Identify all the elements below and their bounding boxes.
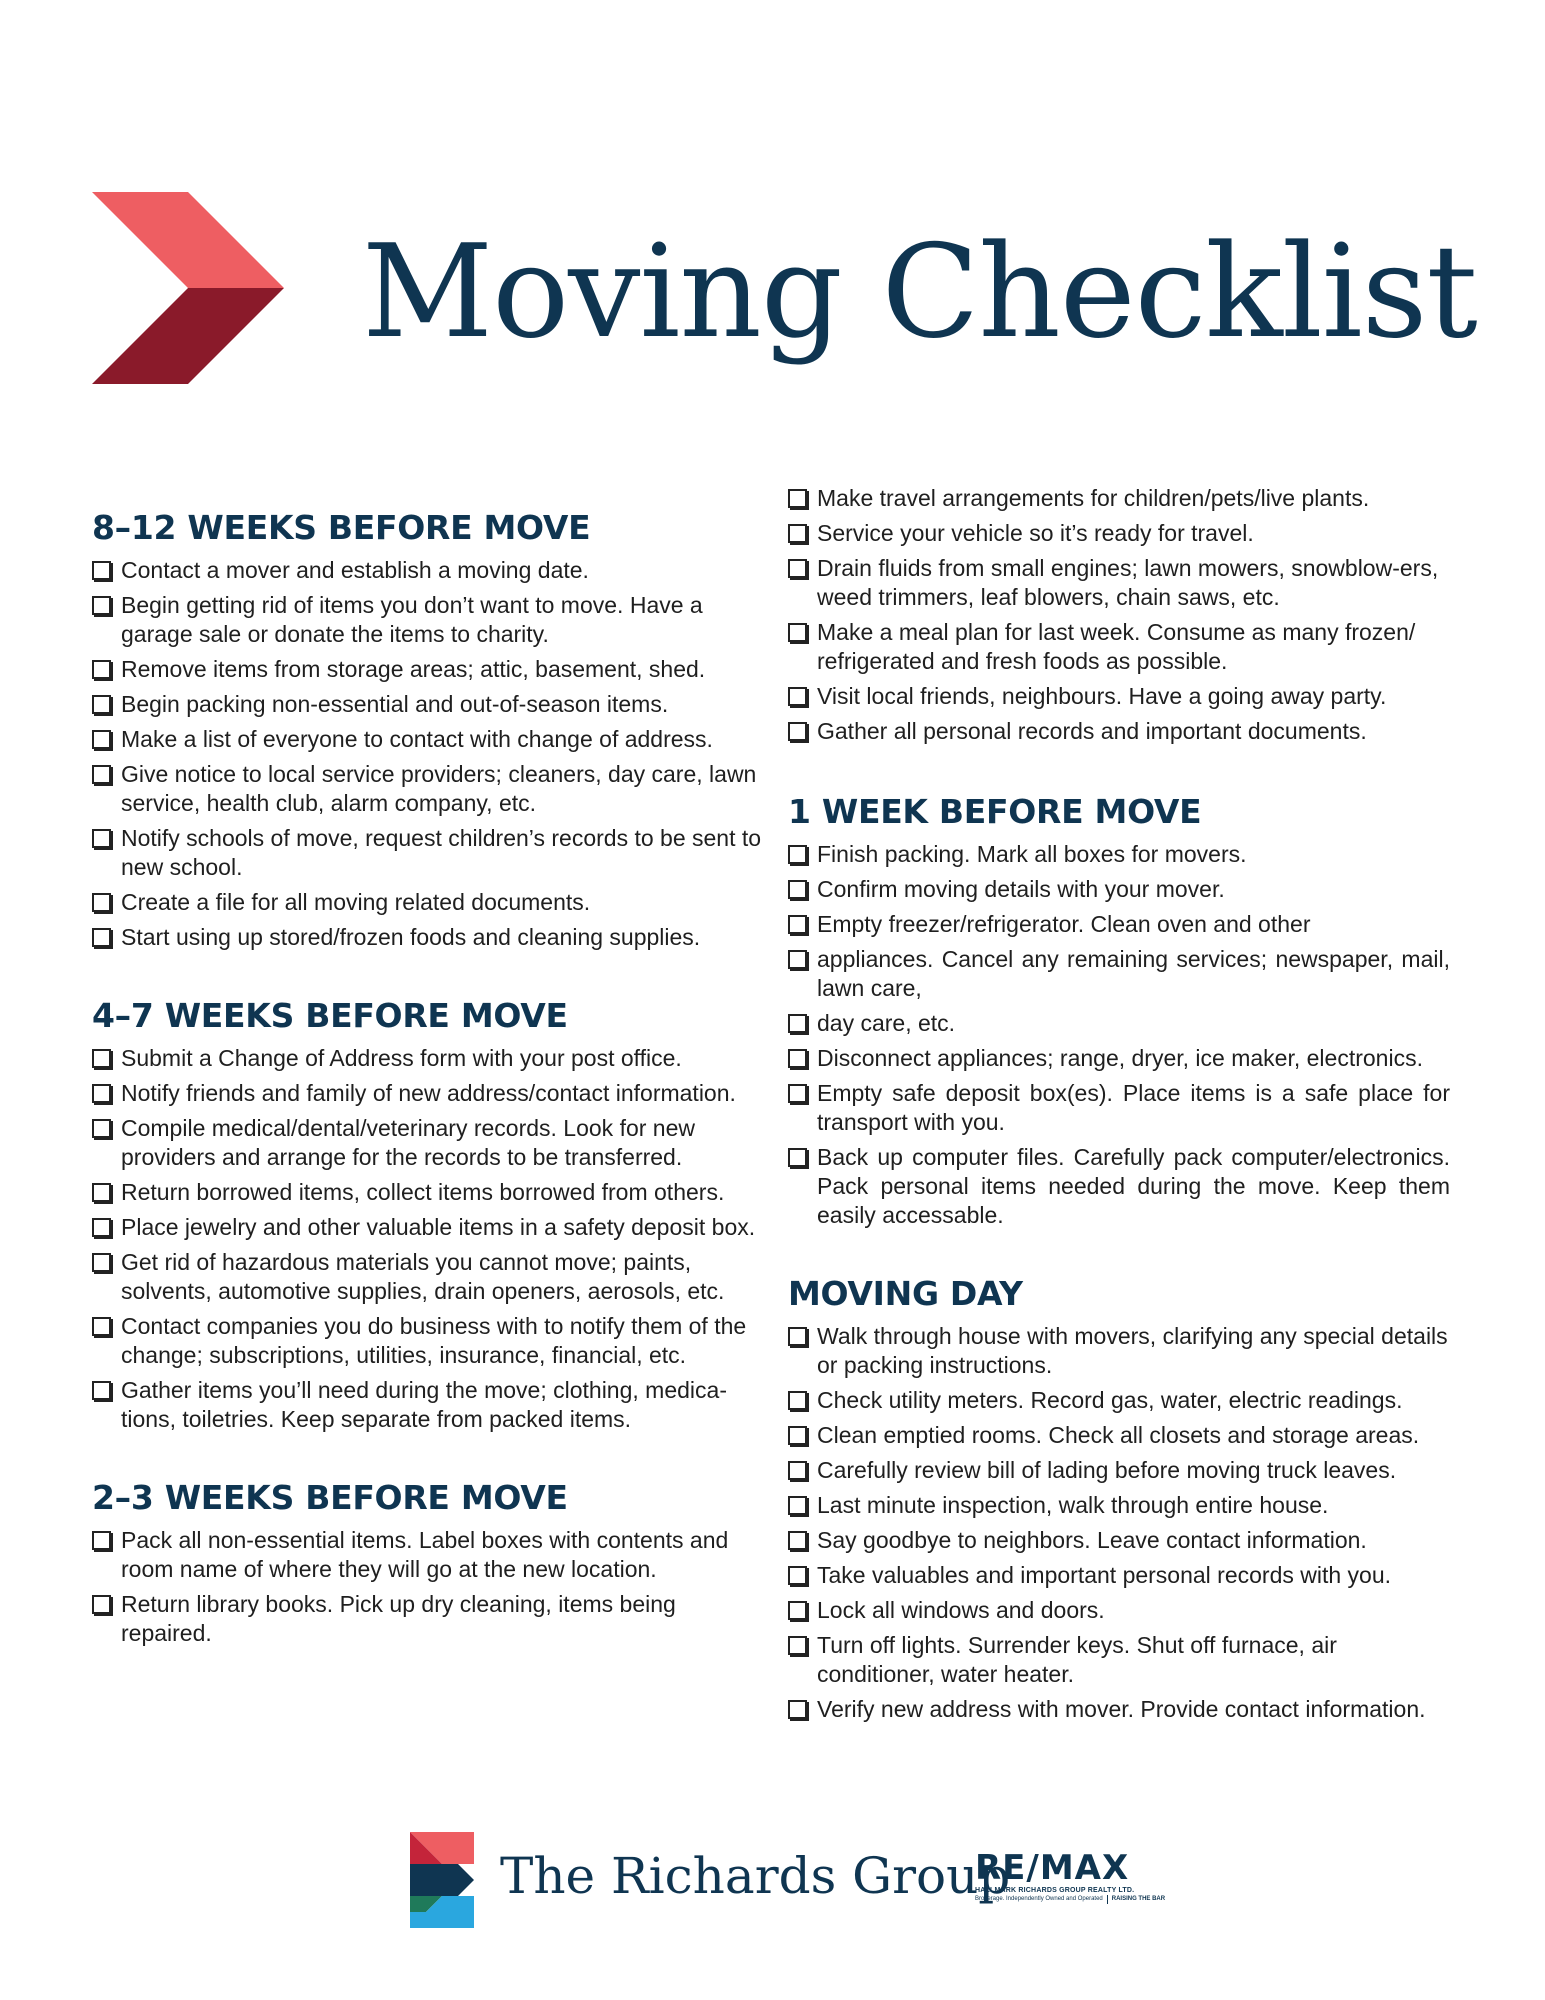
checklist-item[interactable] <box>788 875 1450 904</box>
checklist-item[interactable] <box>788 1561 1450 1590</box>
page-title: Moving Checklist <box>362 218 1477 367</box>
checklist-item[interactable] <box>92 923 762 952</box>
right-column <box>788 485 1450 1768</box>
left-column <box>92 508 762 1692</box>
item-text: Place jewelry and other valuable items in a safety deposit box. <box>121 1214 756 1240</box>
item-text: Turn off lights. Surrender keys. Shut off furnace, air conditioner, water heater. <box>817 1632 1337 1687</box>
richards-group-logo-icon <box>410 1832 474 1928</box>
item-text: Last minute inspection, walk through entire house. <box>817 1492 1329 1518</box>
section-moving-day <box>788 1274 1450 1724</box>
checkbox[interactable] <box>788 524 807 543</box>
checklist-item[interactable] <box>92 824 762 882</box>
checklist-item[interactable] <box>788 945 1450 1003</box>
remax-tagline: RAISING THE BAR <box>1107 1895 1165 1904</box>
item-text: appliances. Cancel any remaining services; newspaper, mail, lawn care, <box>817 946 1450 1001</box>
checkbox[interactable] <box>92 1317 111 1336</box>
checkbox[interactable] <box>92 1381 111 1400</box>
item-text: Clean emptied rooms. Check all closets and storage areas. <box>817 1422 1420 1448</box>
checkbox[interactable] <box>788 1461 807 1480</box>
checklist-item[interactable] <box>788 1526 1450 1555</box>
checkbox[interactable] <box>92 1183 111 1202</box>
item-text: Get rid of hazardous materials you cannot move; paints, solvents, automotive supplies, drain openers, aerosols, etc. <box>121 1249 725 1304</box>
section-4-7-weeks <box>92 996 762 1434</box>
item-text: Notify friends and family of new address/contact information. <box>121 1080 736 1106</box>
item-text: Disconnect appliances; range, dryer, ice maker, electronics. <box>817 1045 1423 1071</box>
section-2-3-weeks <box>92 1478 762 1648</box>
item-text: Begin packing non-essential and out-of-season items. <box>121 691 669 717</box>
checklist-item[interactable] <box>788 618 1450 676</box>
checkbox[interactable] <box>788 1531 807 1550</box>
checklist-item[interactable] <box>788 682 1450 711</box>
checkbox[interactable] <box>788 845 807 864</box>
checkbox[interactable] <box>92 1253 111 1272</box>
checkbox[interactable] <box>788 1148 807 1167</box>
item-text: Make travel arrangements for children/pets/live plants. <box>817 485 1370 511</box>
checklist-item[interactable] <box>788 1009 1450 1038</box>
checkbox[interactable] <box>92 1084 111 1103</box>
remax-tagline-row <box>975 1895 1166 1904</box>
chevron-logo-icon <box>92 192 284 384</box>
checklist-item[interactable] <box>92 1044 762 1073</box>
checklist-item[interactable] <box>92 1312 762 1370</box>
item-text: Submit a Change of Address form with your post office. <box>121 1045 682 1071</box>
checkbox[interactable] <box>92 660 111 679</box>
checklist-item[interactable] <box>92 1114 762 1172</box>
item-text: Return library books. Pick up dry cleaning, items being repaired. <box>121 1591 676 1646</box>
checkbox[interactable] <box>788 950 807 969</box>
item-text: Confirm moving details with your mover. <box>817 876 1225 902</box>
item-text: Create a file for all moving related documents. <box>121 889 591 915</box>
item-text: Finish packing. Mark all boxes for movers. <box>817 841 1247 867</box>
checklist-item[interactable] <box>92 1079 762 1108</box>
checkbox[interactable] <box>92 1218 111 1237</box>
checkbox[interactable] <box>788 722 807 741</box>
checkbox[interactable] <box>788 1566 807 1585</box>
checkbox[interactable] <box>788 915 807 934</box>
checklist-item[interactable] <box>788 1143 1450 1230</box>
checkbox[interactable] <box>92 829 111 848</box>
section-1-week <box>788 792 1450 1230</box>
checklist-item[interactable] <box>788 1386 1450 1415</box>
checklist-item[interactable] <box>788 484 1450 513</box>
remax-note: Brokerage. Independently Owned and Operated <box>975 1896 1103 1902</box>
item-text: Walk through house with movers, clarifying any special details or packing instructions. <box>817 1323 1448 1378</box>
item-text: Compile medical/dental/veterinary records. Look for new providers and arrange for the records to be transferred. <box>121 1115 695 1170</box>
checklist-item[interactable] <box>92 690 762 719</box>
section-8-12-weeks <box>92 508 762 952</box>
item-text: Notify schools of move, request children’s records to be sent to new school. <box>121 825 762 880</box>
checkbox[interactable] <box>92 765 111 784</box>
checklist-item[interactable] <box>788 1695 1450 1724</box>
checkbox[interactable] <box>788 623 807 642</box>
checkbox[interactable] <box>788 489 807 508</box>
checkbox[interactable] <box>92 1531 111 1550</box>
checklist-item[interactable] <box>788 1631 1450 1689</box>
checkbox[interactable] <box>788 1327 807 1346</box>
checklist-item[interactable] <box>92 1178 762 1207</box>
checkbox[interactable] <box>788 880 807 899</box>
checklist-item[interactable] <box>92 1248 762 1306</box>
checkbox[interactable] <box>788 687 807 706</box>
checklist-item[interactable] <box>788 840 1450 869</box>
item-text: Verify new address with mover. Provide contact information. <box>817 1696 1426 1722</box>
checklist-item[interactable] <box>92 760 762 818</box>
item-text: Make a meal plan for last week. Consume as many frozen/ refrigerated and fresh foods as possible. <box>817 619 1416 674</box>
checklist-item[interactable] <box>788 554 1450 612</box>
remax-brokerage-name: HALLMARK RICHARDS GROUP REALTY LTD. <box>975 1887 1135 1894</box>
checkbox[interactable] <box>788 559 807 578</box>
checklist-item[interactable] <box>92 591 762 649</box>
checklist-item[interactable] <box>788 519 1450 548</box>
remax-logo <box>975 1848 1166 1904</box>
checkbox[interactable] <box>788 1391 807 1410</box>
checklist-item[interactable] <box>788 1044 1450 1073</box>
checkbox[interactable] <box>788 1601 807 1620</box>
item-text: day care, etc. <box>817 1010 956 1036</box>
section-heading: 8–12 WEEKS BEFORE MOVE <box>92 508 591 547</box>
checkbox[interactable] <box>92 596 111 615</box>
item-text: Check utility meters. Record gas, water, electric readings. <box>817 1387 1403 1413</box>
checklist-item[interactable] <box>92 888 762 917</box>
checklist-item[interactable] <box>788 1456 1450 1485</box>
item-text: Give notice to local service providers; cleaners, day care, lawn service, health club, alarm company, etc. <box>121 761 757 816</box>
checkbox[interactable] <box>788 1084 807 1103</box>
checklist-item[interactable] <box>92 1526 762 1584</box>
checkbox[interactable] <box>788 1426 807 1445</box>
checklist-item[interactable] <box>788 1322 1450 1380</box>
checkbox[interactable] <box>788 1700 807 1719</box>
item-text: Visit local friends, neighbours. Have a going away party. <box>817 683 1387 709</box>
item-text: Gather all personal records and important documents. <box>817 718 1367 744</box>
item-text: Lock all windows and doors. <box>817 1597 1105 1623</box>
item-text: Make a list of everyone to contact with change of address. <box>121 726 713 752</box>
checklist-item[interactable] <box>92 1213 762 1242</box>
item-text: Remove items from storage areas; attic, basement, shed. <box>121 656 706 682</box>
checklist-item[interactable] <box>788 1491 1450 1520</box>
checkbox[interactable] <box>92 1595 111 1614</box>
checklist-item[interactable] <box>788 717 1450 746</box>
checkbox[interactable] <box>92 893 111 912</box>
item-text: Empty freezer/refrigerator. Clean oven and other <box>817 911 1311 937</box>
remax-wordmark: RE/MAX <box>975 1848 1130 1888</box>
checkbox[interactable] <box>788 1014 807 1033</box>
item-text: Drain fluids from small engines; lawn mowers, snowblow-ers, weed trimmers, leaf blowers, chain saws, etc. <box>817 555 1439 610</box>
item-text: Gather items you’ll need during the move; clothing, medica-tions, toiletries. Keep separate from packed items. <box>121 1377 727 1432</box>
checkbox[interactable] <box>92 1119 111 1138</box>
item-text: Return borrowed items, collect items borrowed from others. <box>121 1179 725 1205</box>
checklist-item[interactable] <box>92 1376 762 1434</box>
checkbox[interactable] <box>788 1049 807 1068</box>
checklist-item[interactable] <box>788 1079 1450 1137</box>
checklist-item[interactable] <box>92 725 762 754</box>
item-text: Start using up stored/frozen foods and cleaning supplies. <box>121 924 701 950</box>
item-text: Contact companies you do business with to notify them of the change; subscriptions, utilities, insurance, financial, etc. <box>121 1313 747 1368</box>
item-text: Pack all non-essential items. Label boxes with contents and room name of where they will go at the new location. <box>121 1527 729 1582</box>
checkbox[interactable] <box>92 695 111 714</box>
checkbox[interactable] <box>92 928 111 947</box>
item-text: Take valuables and important personal records with you. <box>817 1562 1392 1588</box>
checkbox[interactable] <box>92 730 111 749</box>
checkbox[interactable] <box>788 1636 807 1655</box>
item-text: Carefully review bill of lading before moving truck leaves. <box>817 1457 1397 1483</box>
item-text: Service your vehicle so it’s ready for travel. <box>817 520 1254 546</box>
checklist-item[interactable] <box>788 1596 1450 1625</box>
item-text: Say goodbye to neighbors. Leave contact information. <box>817 1527 1367 1553</box>
section-heading: 4–7 WEEKS BEFORE MOVE <box>92 996 568 1035</box>
section-heading: 2–3 WEEKS BEFORE MOVE <box>92 1478 568 1517</box>
section-2-3-weeks-continued <box>788 484 1450 746</box>
item-text: Back up computer files. Carefully pack computer/electronics. Pack personal items needed during the move. Keep them easily accessable. <box>817 1144 1450 1228</box>
checklist-item[interactable] <box>92 655 762 684</box>
checklist-item[interactable] <box>788 910 1450 939</box>
checklist-item[interactable] <box>92 556 762 585</box>
item-text: Begin getting rid of items you don’t want to move. Have a garage sale or donate the items to charity. <box>121 592 703 647</box>
checklist-item[interactable] <box>788 1421 1450 1450</box>
checklist-item[interactable] <box>92 1590 762 1648</box>
section-heading: 1 WEEK BEFORE MOVE <box>788 792 1202 831</box>
section-heading: MOVING DAY <box>788 1274 1023 1313</box>
item-text: Contact a mover and establish a moving date. <box>121 557 589 583</box>
footer-brand-name: The Richards Group <box>500 1847 1011 1905</box>
item-text: Empty safe deposit box(es). Place items is a safe place for transport with you. <box>817 1080 1450 1135</box>
checkbox[interactable] <box>788 1496 807 1515</box>
checkbox[interactable] <box>92 561 111 580</box>
checkbox[interactable] <box>92 1049 111 1068</box>
footer <box>0 1832 1545 1932</box>
